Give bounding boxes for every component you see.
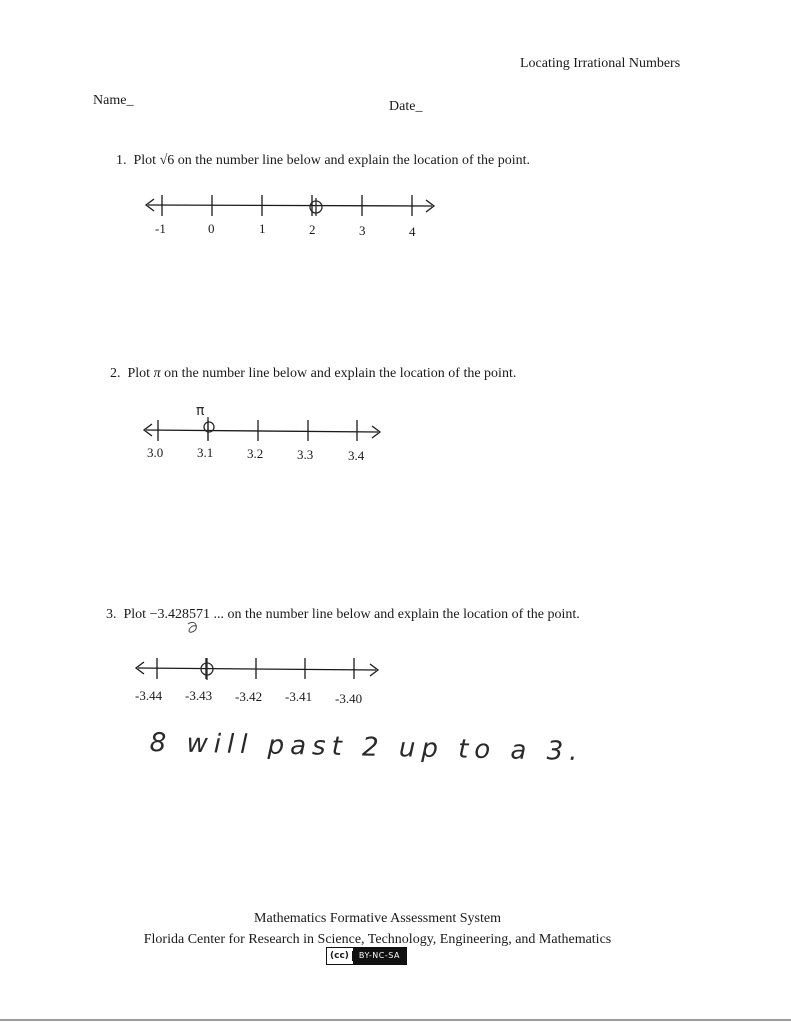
footer-line-1: Mathematics Formative Assessment System bbox=[254, 911, 501, 926]
name-label: Name_ bbox=[93, 93, 134, 108]
license-terms: BY-NC-SA bbox=[353, 948, 406, 964]
question-prompt-end: on the number line below and explain the location of the point. bbox=[223, 607, 580, 622]
tick-label: -3.42 bbox=[235, 689, 263, 704]
number-line-1 bbox=[140, 190, 450, 245]
question-prompt-start: Plot bbox=[127, 366, 154, 381]
question-number: 1. bbox=[116, 153, 127, 168]
date-label-text: Date bbox=[389, 99, 416, 114]
tick-label: 3.3 bbox=[297, 447, 314, 462]
handwritten-answer-3: 8 will past 2 up to a 3. bbox=[149, 728, 584, 768]
question-prompt-start: Plot bbox=[123, 607, 150, 622]
tick-label: -3.43 bbox=[185, 688, 213, 703]
question-math: −3.428571 ... bbox=[149, 607, 224, 622]
number-line-3 bbox=[130, 652, 390, 712]
footer-line-2: Florida Center for Research in Science, Technology, Engineering, and Mathematics bbox=[143, 932, 612, 947]
tick-label: 3.0 bbox=[147, 445, 164, 460]
tick-label: 4 bbox=[409, 224, 416, 239]
number-line-2 bbox=[138, 400, 388, 470]
question-prompt-end: on the number line below and explain the location of the point. bbox=[174, 153, 531, 168]
tick-label: -1 bbox=[155, 221, 166, 236]
tick-label: -3.40 bbox=[335, 691, 363, 706]
page-edge-divider bbox=[0, 1019, 791, 1021]
date-label: Date_ bbox=[389, 99, 423, 114]
tick-label: 3 bbox=[359, 223, 366, 238]
tick-label: -3.44 bbox=[135, 688, 163, 703]
worksheet-title: Locating Irrational Numbers bbox=[520, 56, 681, 71]
question-2 bbox=[110, 366, 516, 382]
tick-label: 3.1 bbox=[197, 445, 214, 460]
cc-icon: (cc) bbox=[327, 951, 353, 961]
plotted-point bbox=[204, 417, 214, 440]
question-prompt-end: on the number line below and explain the location of the point. bbox=[160, 366, 517, 381]
question-math: π bbox=[153, 366, 161, 381]
name-label-text: Name bbox=[93, 93, 127, 108]
tick-label: 1 bbox=[259, 221, 266, 236]
hand-mark-8 bbox=[182, 620, 212, 640]
question-number: 2. bbox=[110, 366, 121, 381]
tick-label: 3.2 bbox=[247, 446, 264, 461]
point-annotation: π bbox=[196, 403, 205, 419]
tick-label: 3.4 bbox=[348, 448, 365, 463]
question-3 bbox=[106, 607, 580, 623]
question-1 bbox=[116, 153, 530, 169]
cc-license-badge bbox=[326, 947, 407, 965]
question-prompt-start: Plot bbox=[133, 153, 160, 168]
tick-label: 0 bbox=[208, 221, 215, 236]
tick-label: 2 bbox=[309, 222, 316, 237]
question-math: √6 bbox=[159, 153, 175, 168]
tick-label: -3.41 bbox=[285, 689, 313, 704]
question-number: 3. bbox=[106, 607, 117, 622]
